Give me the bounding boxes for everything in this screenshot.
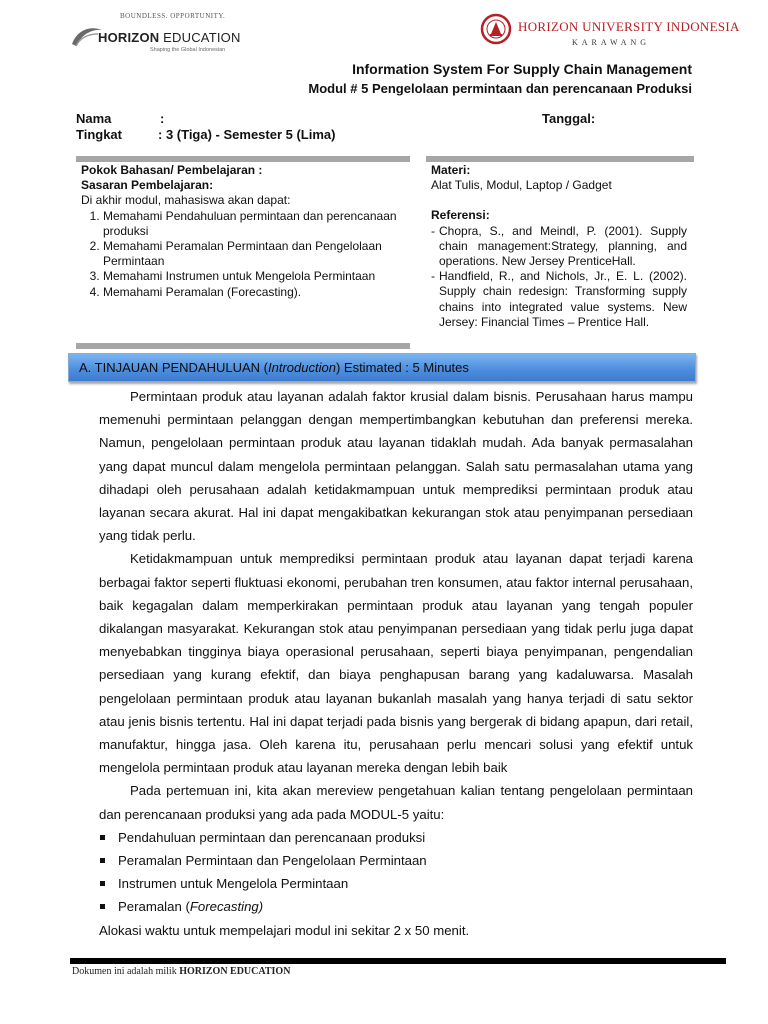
objectives-intro: Di akhir modul, mahasiswa akan dapat: bbox=[81, 193, 291, 208]
university-seal-icon bbox=[480, 12, 512, 46]
materi-value: Alat Tulis, Modul, Laptop / Gadget bbox=[431, 178, 612, 193]
tingkat-label: Tingkat bbox=[76, 127, 122, 142]
list-item: Peramalan (Forecasting) bbox=[99, 895, 693, 918]
university-city: KARAWANG bbox=[572, 38, 651, 47]
sasaran-heading: Sasaran Pembelajaran: bbox=[81, 178, 214, 193]
list-item: Instrumen untuk Mengelola Permintaan bbox=[99, 872, 693, 895]
materials-box bbox=[431, 163, 687, 330]
bullet-icon bbox=[100, 858, 105, 863]
university-name: HORIZON UNIVERSITY INDONESIA bbox=[518, 19, 740, 34]
module-topics-list bbox=[99, 826, 693, 919]
list-item: Peramalan Permintaan dan Pengelolaan Permintaan bbox=[99, 849, 693, 872]
pokok-bahasan-heading: Pokok Bahasan/ Pembelajaran : bbox=[81, 163, 263, 177]
document-title: Information System For Supply Chain Management bbox=[352, 61, 692, 77]
module-title: Modul # 5 Pengelolaan permintaan dan perencanaan Produksi bbox=[308, 81, 692, 96]
materi-heading: Materi: bbox=[431, 163, 471, 177]
tanggal-label: Tanggal: bbox=[542, 111, 596, 126]
nama-label: Nama bbox=[76, 111, 112, 126]
tingkat-value: : 3 (Tiga) - Semester 5 (Lima) bbox=[158, 127, 336, 142]
left-box-top-bar bbox=[76, 156, 410, 162]
body-paragraph: Pada pertemuan ini, kita akan mereview pengetahuan kalian tentang pengelolaan permintaan dan perencanaan produksi yang ada pada MODUL-5 yaitu: bbox=[99, 783, 693, 822]
logo-subtitle: Shaping the Global Indonesian bbox=[150, 47, 226, 53]
footer-ownership: Dokumen ini adalah milik HORIZON EDUCATION bbox=[72, 966, 291, 977]
body-paragraph: Permintaan produk atau layanan adalah faktor krusial dalam bisnis. Perusahaan harus mampu memenuhi permintaan pelanggan dengan mempertimbangkan kebutuhan dan preferensi mereka. Namun, pengelolaan permintaan produk atau layanan tidaklah mudah. Ada banyak permasalahan yang dapat muncul dalam mengelola permintaan pelanggan. Salah satu permasalahan utama yang dihadapi oleh perusahaan adalah ketidakmampuan untuk memprediksi permintaan produk atau layanan secara akurat. Hal ini dapat mengakibatkan kekurangan stok atau penyimpanan persediaan yang tidak perlu. bbox=[99, 389, 693, 544]
bullet-icon bbox=[100, 904, 105, 909]
objective-item: 1. Memahami Pendahuluan permintaan dan perencanaan produksi bbox=[103, 209, 406, 239]
objectives-list bbox=[81, 209, 406, 300]
footer-divider bbox=[70, 958, 726, 964]
section-heading-bar bbox=[68, 353, 696, 382]
intro-body bbox=[99, 385, 693, 942]
reference-item: - Handfield, R., and Nichols, Jr., E. L. (2002). Supply chain redesign: Transforming supply chains into integrated value systems. New Jersey: Financial Times – Prentice Hall. bbox=[431, 269, 687, 329]
logo-tagline: BOUNDLESS. OPPORTUNITY. bbox=[120, 12, 226, 20]
body-paragraph: Ketidakmampuan untuk memprediksi permintaan produk atau layanan dapat terjadi karena berbagai faktor seperti fluktuasi ekonomi, perubahan tren konsumen, atau faktor internal perusahaan, baik kegagalan dalam memperkirakan permintaan produk atau layanan yang tengah populer dikalangan masyarakat. Kekurangan stok atau penyimpanan persediaan yang tidak perlu juga dapat menyebabkan tingginya biaya operasional perusahaan, seperti biaya penyimpanan, pengendalian persediaan yang kurang efektif, dan biaya penghapusan barang yang kadaluwarsa. Masalah pengelolaan permintaan produk atau layanan bukanlah masalah yang hanya terjadi di satu sektor atau jenis bisnis tertentu. Hal ini dapat terjadi pada bisnis yang bergerak di bidang apapun, dari retail, manufaktur, hingga jasa. Oleh karena itu, perusahaan perlu mencari solusi yang efektif untuk mengelola permintaan produk atau layanan mereka dengan lebih baik bbox=[99, 551, 693, 776]
horizon-university-logo bbox=[480, 12, 740, 52]
bullet-icon bbox=[100, 835, 105, 840]
time-allocation: Alokasi waktu untuk mempelajari modul ini sekitar 2 x 50 menit. bbox=[99, 922, 470, 938]
objective-item: 4. Memahami Peramalan (Forecasting). bbox=[103, 285, 406, 300]
horizon-education-logo bbox=[68, 10, 243, 60]
left-box-bottom-bar bbox=[76, 343, 410, 349]
objective-item: 3. Memahami Instrumen untuk Mengelola Permintaan bbox=[103, 269, 406, 284]
reference-item: - Chopra, S., and Meindl, P. (2001). Supply chain management:Strategy, planning, and operations. New Jersey PrenticeHall. bbox=[431, 223, 687, 269]
learning-objectives-box bbox=[81, 163, 406, 300]
logo-name: HORIZON EDUCATION bbox=[98, 30, 241, 45]
list-item: Pendahuluan permintaan dan perencanaan produksi bbox=[99, 826, 693, 849]
right-box-top-bar bbox=[426, 156, 694, 162]
section-heading: A. TINJAUAN PENDAHULUAN (Introduction) Estimated : 5 Minutes bbox=[79, 360, 469, 375]
referensi-heading: Referensi: bbox=[431, 208, 490, 223]
nama-separator: : bbox=[160, 111, 165, 126]
bullet-icon bbox=[100, 881, 105, 886]
objective-item: 2. Memahami Peramalan Permintaan dan Pengelolaan Permintaan bbox=[103, 239, 406, 269]
